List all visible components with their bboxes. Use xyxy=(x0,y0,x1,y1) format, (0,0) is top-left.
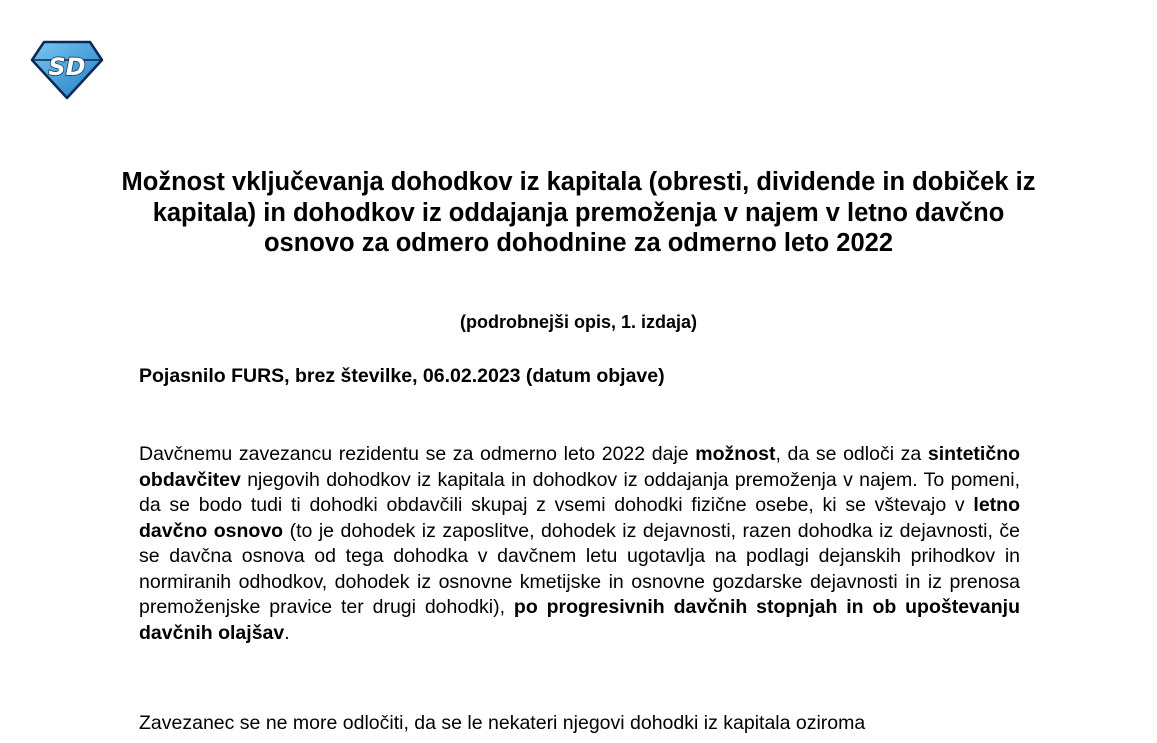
paragraph-1-text: Davčnemu zavezancu rezidentu se za odmerno leto 2022 daje xyxy=(139,443,696,465)
paragraph-1-text: njegovih dohodkov iz kapitala in dohodkov iz oddajanja premoženja v najem. To pomeni, da se bodo tudi ti dohodki obdavčili skupaj z vsemi dohodki fizične osebe, ki se vštevajo v xyxy=(139,468,1020,516)
logo-lettering: SD xyxy=(48,53,86,81)
document-title: Možnost vključevanja dohodkov iz kapitala (obresti, dividende in dobiček iz kapitala) in dohodkov iz oddajanja premoženja v najem v letno davčno osnovo za odmero dohodnine za odmerno leto 2022 xyxy=(121,168,1036,258)
document-subtitle: (podrobnejši opis, 1. izdaja) xyxy=(459,312,698,332)
paragraph-2: Zavezanec se ne more odločiti, da se le nekateri njegovi dohodki iz kapitala oziroma xyxy=(139,712,866,734)
logo xyxy=(30,40,104,100)
paragraph-1-text: . xyxy=(284,621,290,644)
paragraph-1 xyxy=(139,442,1020,646)
paragraph-1-emphasis: letno davčno osnovo xyxy=(139,494,1020,542)
paragraph-1-emphasis: sintetično obdavčitev xyxy=(139,443,1021,491)
paragraph-1-emphasis: možnost xyxy=(695,443,776,465)
paragraph-1-text: (to je dohodek iz zaposlitve, dohodek iz dejavnosti, razen dohodka iz dejavnosti, če se davčna osnova od tega dohodka v davčnem letu ugotavlja na podlagi dejanskih prihodkov in normiranih odhodkov, dohodek iz osnovne kmetijske in osnovne gozdarske dejavnosti in iz prenosa premoženjske pravice ter drugi dohodki), xyxy=(139,519,1020,618)
paragraph-1-emphasis: po progresivnih davčnih stopnjah in ob upoštevanju davčnih olajšav xyxy=(139,596,1020,644)
logo-icon xyxy=(30,40,104,100)
paragraph-1-text: , da se odloči za xyxy=(775,443,928,465)
document-reference: Pojasnilo FURS, brez številke, 06.02.2023 (datum objave) xyxy=(139,365,665,387)
